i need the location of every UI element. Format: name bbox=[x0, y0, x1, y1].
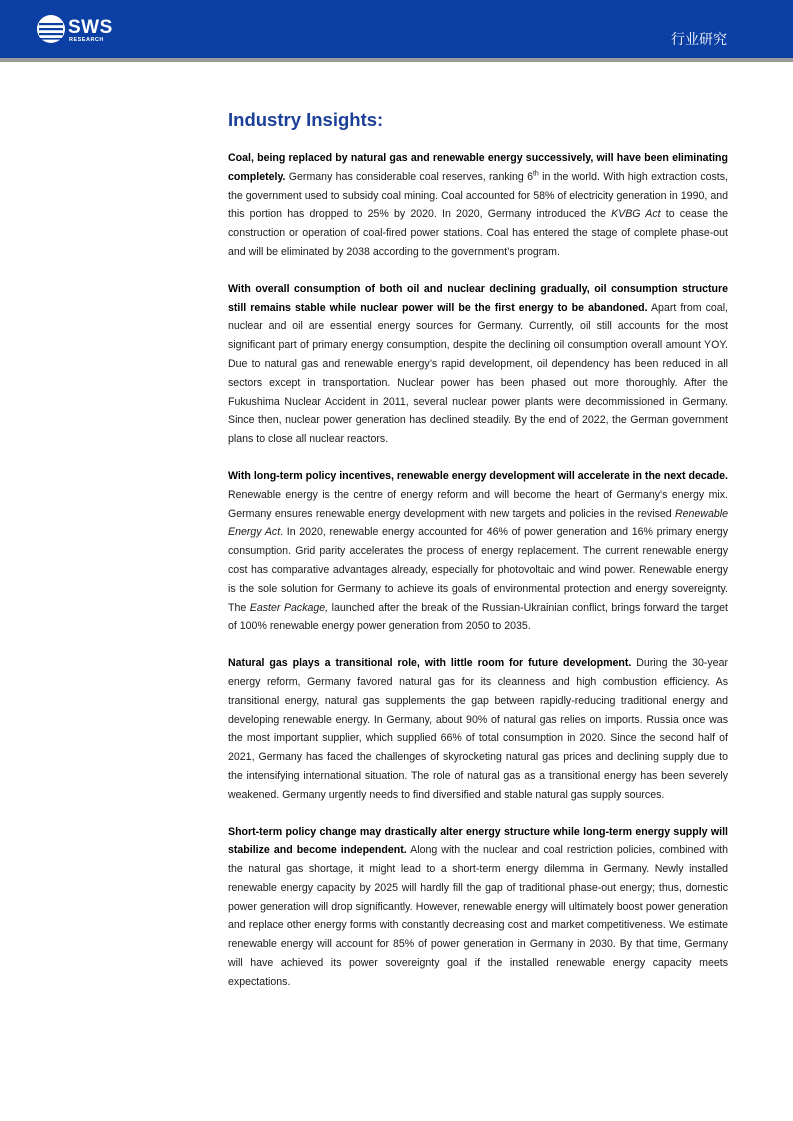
paragraph-natural-gas bbox=[228, 654, 728, 804]
paragraph-body: During the 30-year energy reform, Germany favored natural gas for its cleanness and high combustion efficiency. As transitional energy, natural gas supplements the gap between rapidly-reducing traditional energy and developing renewable energy. In Germany, about 90% of natural gas relies on imports. Russia once was the most important supplier, which supplied 66% of total consumption in 2020. Since the second half of 2021, Germany has faced the challenges of skyrocketing natural gas prices and declining supply due to the intensifying international situation. The role of natural gas as a transitional energy has been severely weakened. Germany urgently needs to find diversified and stable natural gas supply sources. bbox=[228, 657, 728, 801]
paragraph-lead: With long-term policy incentives, renewable energy development will accelerate in the next decade. bbox=[228, 469, 728, 482]
paragraph-oil-nuclear bbox=[228, 280, 728, 449]
paragraph-lead: Short-term policy change may drastically alter energy structure while long-term energy supply will stabilize and become independent. bbox=[228, 825, 728, 857]
logo-name: SWS bbox=[68, 17, 113, 38]
act-name: Renewable Energy Act bbox=[228, 507, 728, 539]
paragraph-lead: Natural gas plays a transitional role, with little room for future development. bbox=[228, 657, 632, 670]
paragraph-body: Apart from coal, nuclear and oil are essential energy sources for Germany. Currently, oil still accounts for the most significant part of primary energy consumption, despite the declining oil consumption overall amount YOY. Due to natural gas and renewable energy’s rapid development, oil dependency has been reduced in all sectors except in transportation. Nuclear power has been phased out more thoroughly. After the Fukushima Nuclear Accident in 2011, several nuclear power plants were decommissioned in Germany. Since then, nuclear power generation has declined steadily. By the end of 2022, the German government plans to close all nuclear reactors. bbox=[228, 301, 728, 446]
header-divider bbox=[0, 58, 793, 62]
paragraph-lead: With overall consumption of both oil and nuclear declining gradually, oil consumption structure still remains stable while nuclear power will be the first energy to be abandoned. bbox=[228, 282, 728, 314]
paragraph-body: launched after the break of the Russian-Ukrainian conflict, brings forward the target of 100% renewable energy power generation from 2050 to 2035. bbox=[228, 601, 729, 633]
paragraph-lead: Coal, being replaced by natural gas and renewable energy successively, will have been eliminating completely. bbox=[228, 152, 728, 183]
main-content bbox=[228, 108, 728, 1010]
paragraph-body: Germany has considerable coal reserves, ranking 6 bbox=[285, 170, 533, 183]
paragraph-body: Along with the nuclear and coal restriction policies, combined with the natural gas shortage, it might lead to a short-term energy dilemma in Germany. Newly installed renewable energy capacity by 2025 will hardly fill the gap of traditional phase-out energy; thus, domestic power generation will drop significantly. However, renewable energy will ultimately boost power generation and replace other energy forms with constantly decreasing cost and market competitiveness. We estimate renewable energy will account for 85% of power generation in Germany in 2030. By that time, Germany will have achieved its power sovereignty goal if the installed renewable energy capacity meets expectations. bbox=[228, 844, 729, 988]
paragraph-policy-change bbox=[228, 823, 728, 992]
superscript: th bbox=[532, 170, 539, 178]
package-name: Easter Package, bbox=[249, 601, 329, 614]
logo-subtitle: RESEARCH bbox=[69, 37, 104, 43]
report-category-label: 行业研究 bbox=[671, 31, 727, 47]
sws-logo bbox=[36, 14, 126, 48]
paragraph-body: in the world. With high extraction costs, the government used to subsidy coal mining. Coal accounted for 58% of electricity generation in 1990, and this portion has dropped to 25% by 2020. In 2020, Germany introduced the bbox=[228, 170, 728, 221]
paragraph-body: to cease the construction or operation of coal-fired power stations. Coal has entered the stage of complete phase-out and will be eliminated by 2038 according to the government’s program. bbox=[228, 208, 728, 258]
act-name: KVBG Act bbox=[611, 208, 661, 221]
sws-logo-mark-icon bbox=[36, 14, 66, 44]
paragraph-renewable bbox=[228, 467, 728, 636]
page-header bbox=[0, 0, 793, 58]
paragraph-body: . In 2020, renewable energy accounted for 46% of power generation and 16% primary energy consumption. Grid parity accelerates the process of energy replacement. The current renewable energy cost has comparative advantages already, especially for photovoltaic and wind power. Renewable energy is the sole solution for Germany to achieve its goals of environmental protection and energy sovereignty. The bbox=[228, 526, 728, 614]
paragraph-body: Renewable energy is the centre of energy reform and will become the heart of Germany's energy mix. Germany ensures renewable energy development with new targets and policies in the revised bbox=[228, 488, 728, 520]
paragraph-coal bbox=[228, 149, 728, 262]
page-title: Industry Insights: bbox=[228, 109, 384, 130]
